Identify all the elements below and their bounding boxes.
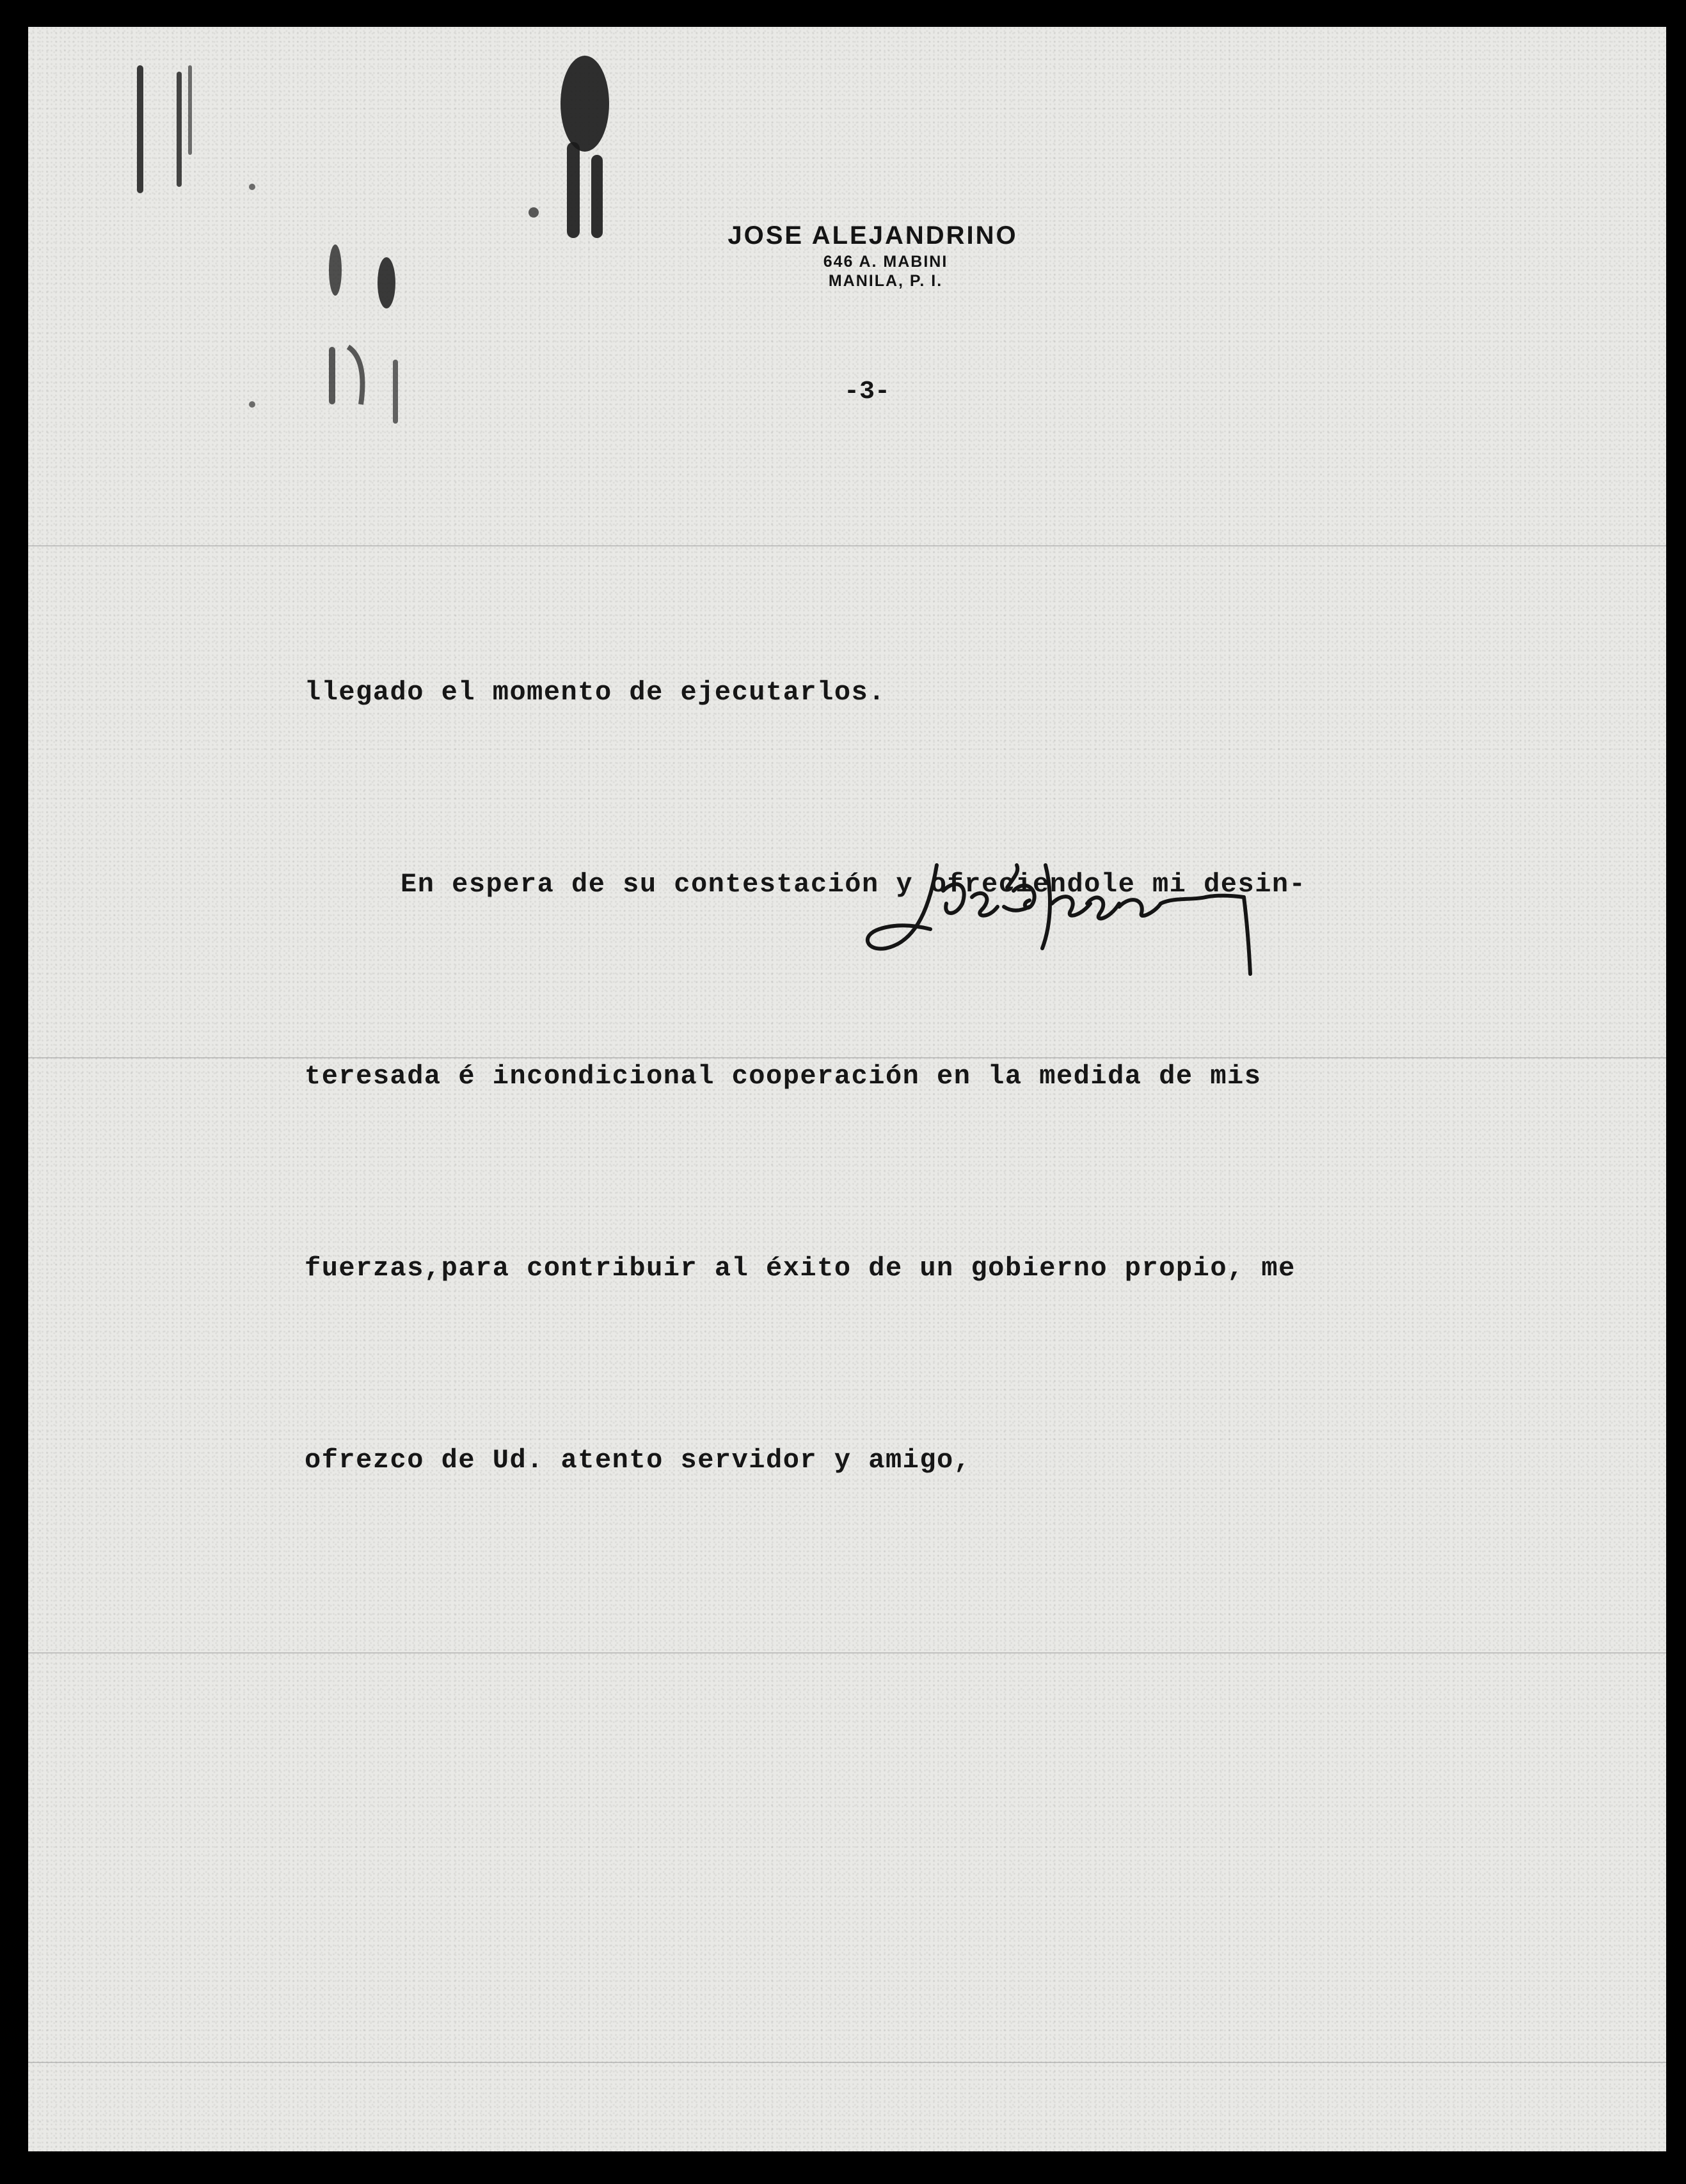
body-line: En espera de su contestación y ofreciendole mi desin- [401, 869, 1307, 900]
letter-body [305, 532, 1488, 1620]
fold-line [28, 2062, 1666, 2063]
fold-line [28, 1652, 1666, 1654]
body-line: fuerzas,para contribuir al éxito de un gobierno propio, me [305, 1253, 1296, 1284]
letterhead-address-line1: 646 A. MABINI [823, 253, 948, 271]
signature [860, 852, 1269, 980]
body-line: llegado el momento de ejecutarlos. [305, 677, 886, 708]
document-page [28, 27, 1666, 2151]
letterhead-address-line2: MANILA, P. I. [828, 272, 943, 290]
body-line: ofrezco de Ud. atento servidor y amigo, [305, 1445, 971, 1476]
ink-marks [28, 27, 668, 488]
letterhead [687, 219, 1058, 291]
body-line: teresada é incondicional cooperación en la medida de mis [305, 1061, 1262, 1092]
letterhead-name: JOSE ALEJANDRINO [728, 221, 1018, 250]
page-number: -3- [844, 378, 891, 406]
